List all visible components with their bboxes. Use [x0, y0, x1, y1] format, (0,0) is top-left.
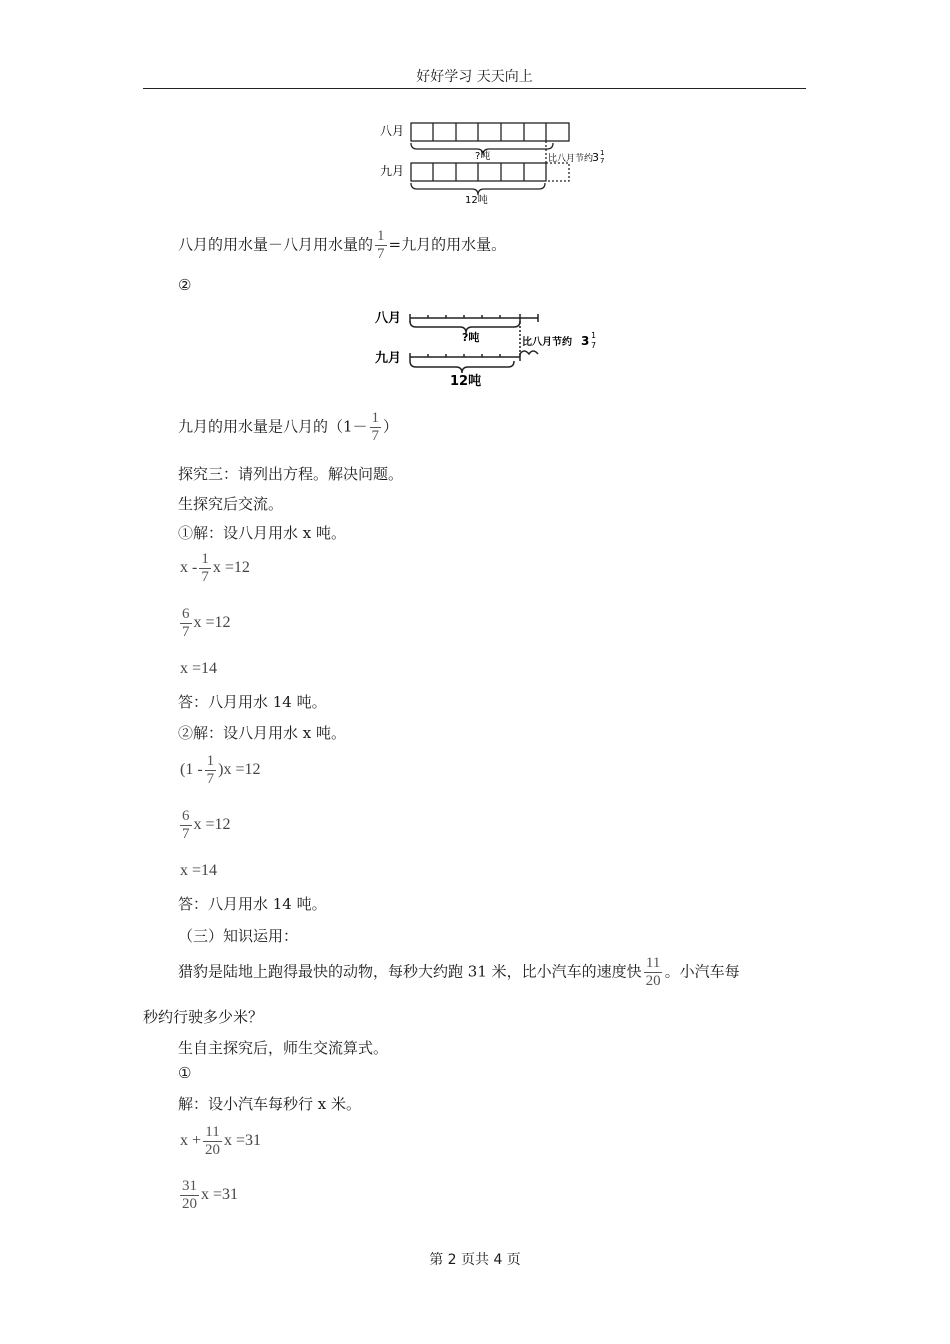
problem-text-after: 。小汽车每 — [664, 962, 740, 981]
equation-3a — [180, 1124, 261, 1159]
d2-saving-den: 7 — [591, 341, 597, 350]
eq1a-post: x =12 — [212, 559, 250, 577]
d1-saving-num: 1 — [600, 149, 605, 157]
eq1b-den: 7 — [182, 624, 190, 640]
eq1a-den: 7 — [201, 569, 209, 585]
eq2a-post: )x =12 — [218, 761, 261, 779]
p2-fraction — [370, 410, 382, 445]
self-explore-text: 生自主探究后，师生交流算式。 — [178, 1039, 389, 1057]
eq1b-post: x =12 — [193, 614, 231, 632]
equation-3b — [178, 1178, 238, 1213]
segment-diagram-2 — [370, 305, 620, 390]
eq3b-den: 20 — [182, 1196, 197, 1212]
page-header: 好好学习 天天向上 — [416, 69, 533, 85]
problem-num: 11 — [645, 955, 661, 971]
problem-den: 20 — [645, 973, 661, 989]
d2-row2-label: 九月 — [375, 351, 402, 366]
page-footer: 第 2 页共 4 页 — [429, 1252, 521, 1268]
answer-2: 答：八月用水 14 吨。 — [178, 895, 327, 913]
equation-1a — [180, 551, 250, 586]
paragraph-2 — [178, 410, 398, 445]
equation-1c: x =14 — [180, 660, 218, 677]
eq3b-fraction — [180, 1178, 199, 1213]
p1-text-after: =九月的用水量。 — [388, 235, 507, 254]
eq2a-pre: (1 - — [180, 761, 203, 779]
eq2a-num: 1 — [206, 753, 215, 769]
section-3-heading: （三）知识运用： — [178, 927, 299, 945]
equation-2b — [178, 808, 231, 843]
d2-saving-whole: 3 — [581, 334, 590, 348]
exchange-text: 生探究后交流。 — [178, 495, 284, 513]
p2-den: 7 — [371, 428, 380, 444]
d1-saving-whole: 3 — [592, 151, 599, 164]
circle-1-label: ① — [178, 1064, 192, 1082]
solution-3-intro: 解：设小汽车每秒行 x 米。 — [178, 1095, 361, 1113]
eq2b-fraction — [180, 808, 192, 843]
eq3a-post: x =31 — [224, 1132, 262, 1150]
problem-line-2: 秒约行驶多少米？ — [143, 1008, 264, 1026]
d1-row2-label: 九月 — [380, 164, 405, 178]
eq1b-fraction — [180, 606, 192, 641]
circle-2-label: ② — [178, 276, 192, 294]
eq3a-fraction — [203, 1124, 222, 1159]
eq3a-pre: x + — [180, 1132, 202, 1150]
header-rule — [143, 88, 806, 89]
equation-2c: x =14 — [180, 862, 218, 879]
d2-saving-label: 比八月节约 — [522, 337, 572, 348]
eq2b-num: 6 — [182, 808, 190, 824]
solution-2-intro: ②解：设八月用水 x 吨。 — [178, 724, 346, 742]
eq3b-num: 31 — [182, 1178, 197, 1194]
eq1a-num: 1 — [201, 551, 209, 567]
d1-total-label: 12吨 — [465, 195, 488, 206]
eq2a-fraction — [205, 753, 217, 788]
paragraph-1 — [178, 228, 506, 263]
d1-saving-den: 7 — [600, 157, 605, 165]
equation-1b — [178, 606, 231, 641]
d2-row1-label: 八月 — [375, 311, 402, 326]
d2-unknown-label: ?吨 — [462, 331, 480, 344]
segment-diagram-1 — [360, 115, 620, 210]
eq3b-post: x =31 — [201, 1186, 239, 1204]
eq2b-post: x =12 — [193, 816, 231, 834]
problem-line-1 — [178, 955, 740, 990]
p2-text-after: ） — [383, 417, 399, 436]
d2-saving-num: 1 — [591, 331, 597, 340]
p2-num: 1 — [371, 410, 380, 426]
eq3a-num: 11 — [205, 1124, 220, 1140]
eq1a-pre: x - — [180, 559, 198, 577]
explore-3-heading: 探究三：请列出方程。解决问题。 — [178, 465, 404, 483]
equation-2a — [180, 753, 261, 788]
d1-row1-label: 八月 — [380, 124, 405, 138]
eq1b-num: 6 — [182, 606, 190, 622]
p1-num: 1 — [377, 228, 385, 244]
p1-den: 7 — [377, 246, 385, 262]
p1-fraction — [375, 228, 387, 263]
eq1a-fraction — [199, 551, 211, 586]
eq3a-den: 20 — [205, 1142, 221, 1158]
eq2a-den: 7 — [206, 771, 215, 787]
p2-text-before: 九月的用水量是八月的（1－ — [178, 417, 368, 436]
d1-saving-label: 比八月节约 — [548, 154, 594, 164]
problem-fraction — [644, 955, 663, 990]
d2-total-label: 12吨 — [450, 374, 482, 389]
answer-1: 答：八月用水 14 吨。 — [178, 693, 327, 711]
d1-unknown-label: ?吨 — [475, 151, 491, 162]
eq2b-den: 7 — [182, 826, 190, 842]
solution-1-intro: ①解：设八月用水 x 吨。 — [178, 524, 346, 542]
problem-text-before: 猎豹是陆地上跑得最快的动物，每秒大约跑 31 米，比小汽车的速度快 — [178, 962, 642, 981]
p1-text-before: 八月的用水量－八月用水量的 — [178, 235, 374, 254]
